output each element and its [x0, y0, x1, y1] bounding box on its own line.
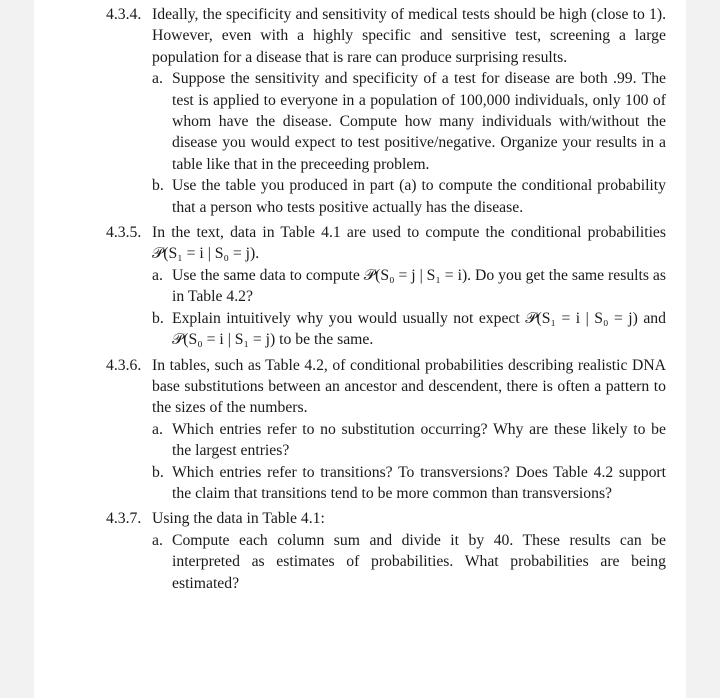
problem-text: Using the data in Table 4.1:: [152, 510, 325, 528]
problem-4-3-5: [106, 222, 666, 350]
subpart-label: a.: [152, 531, 163, 549]
subpart-a: [152, 530, 666, 594]
problem-number: 4.3.7.: [106, 510, 142, 528]
subpart-text: Use the table you produced in part (a) to compute the conditional probability that a person who tests positive actually has the disease.: [172, 177, 666, 216]
problem-text: Ideally, the specificity and sensitivity of medical tests should be high (close to 1). However, even with a highly specific and sensitive test, screening a large population for a disease that is rare can produce surprising results.: [152, 6, 666, 66]
problem-number: 4.3.5.: [106, 224, 142, 242]
subpart-b: [152, 175, 666, 218]
problem-text: In the text, data in Table 4.1 are used to compute the conditional probabilities 𝒫(S₁ = i | S₀ = j).: [152, 224, 666, 263]
problem-number: 4.3.4.: [106, 6, 142, 23]
subpart-a: [152, 265, 666, 308]
problem-4-3-7: [106, 508, 666, 594]
subpart-label: a.: [152, 420, 163, 438]
subpart-b: [152, 462, 666, 505]
subpart-label: b.: [152, 177, 164, 195]
problem-4-3-6: [106, 355, 666, 505]
subpart-text: Suppose the sensitivity and specificity of a test for disease are both .99. The test is applied to everyone in a population of 100,000 individuals, only 100 of whom have the disease. Compute how many individuals with/without the disease you would expect to test positive/negative. Organize your results in a table like that in the preceeding problem.: [172, 70, 666, 173]
document-page: [34, 0, 686, 698]
exercise-list: [106, 4, 666, 598]
subpart-label: a.: [152, 70, 163, 88]
subpart-text: Compute each column sum and divide it by 40. These results can be interpreted as estimates of probabilities. What probabilities are being estimated?: [172, 531, 666, 592]
problem-text: In tables, such as Table 4.2, of conditional probabilities describing realistic DNA base substitutions between an ancestor and descendent, there is often a pattern to the sizes of the numbers.: [152, 356, 666, 417]
subpart-text: Which entries refer to transitions? To transversions? Does Table 4.2 support the claim that transitions tend to be more common than transversions?: [172, 463, 666, 502]
subpart-text: Use the same data to compute 𝒫(S₀ = j | S₁ = i). Do you get the same results as in Table 4.2?: [172, 266, 666, 306]
subpart-a: [152, 68, 666, 175]
subpart-a: [152, 419, 666, 462]
problem-number: 4.3.6.: [106, 356, 142, 374]
problem-4-3-4: [106, 4, 666, 218]
subpart-label: b.: [152, 463, 164, 481]
subpart-label: b.: [152, 309, 164, 327]
subpart-b: [152, 308, 666, 351]
subpart-text: Which entries refer to no substitution occurring? Why are these likely to be the largest entries?: [172, 420, 666, 460]
subpart-label: a.: [152, 266, 163, 284]
subpart-text: Explain intuitively why you would usually not expect 𝒫(S₁ = i | S₀ = j) and 𝒫(S₀ = i | S₁ = j) to be the same.: [172, 309, 666, 349]
